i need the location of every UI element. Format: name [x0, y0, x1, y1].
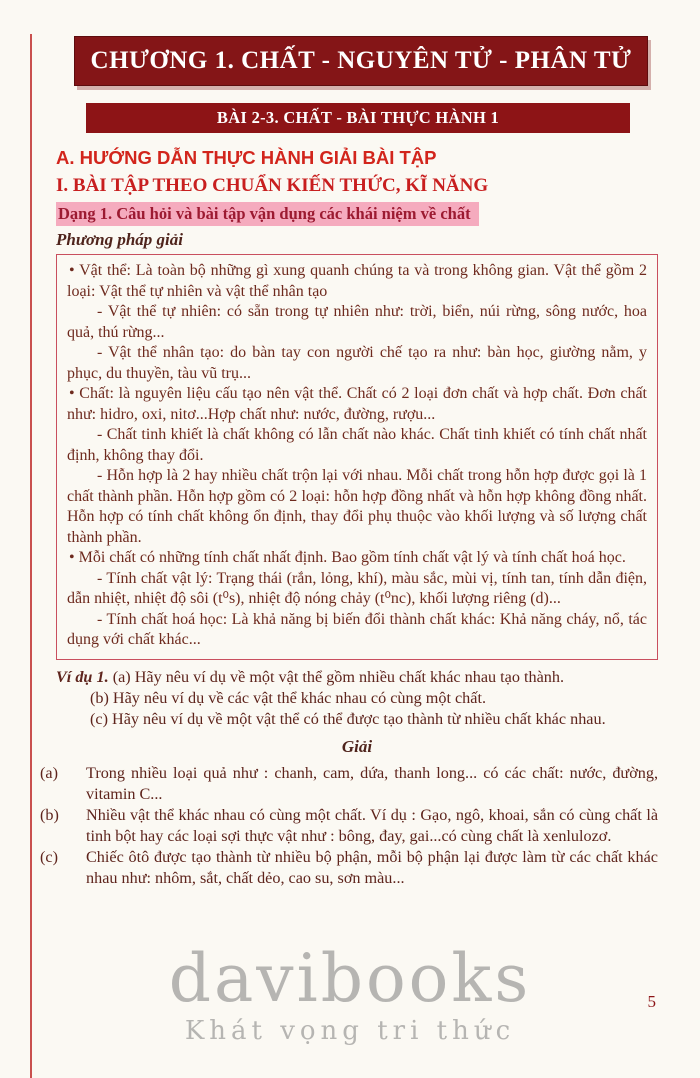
watermark-slogan: Khát vọng tri thức [184, 1016, 516, 1046]
answer-c-marker: (c) [40, 847, 58, 866]
solution-label: Giải [341, 736, 373, 756]
answer-c-text: Chiếc ôtô được tạo thành từ nhiều bộ phận, mỗi bộ phận lại được làm từ các chất khác nhau như: nhôm, sắt, chất dẻo, cao su, sơn màu... [86, 847, 658, 887]
page-number: 5 [647, 992, 656, 1011]
theory-box [56, 254, 658, 660]
left-margin-rule [30, 34, 32, 1078]
dang1-line [56, 202, 658, 226]
chapter-title: CHƯƠNG 1. CHẤT - NGUYÊN TỬ - PHÂN TỬ [90, 47, 632, 74]
method-label: Phương pháp giải [56, 230, 184, 249]
answer-b-marker: (b) [40, 805, 59, 824]
dang1-heading: Dạng 1. Câu hỏi và bài tập vận dụng các khái niệm về chất [56, 202, 479, 226]
answer-a [40, 763, 658, 805]
section-i-heading: I. BÀI TẬP THEO CHUẨN KIẾN THỨC, KĨ NĂNG [56, 175, 489, 196]
watermark-brand: davibooks [168, 940, 532, 1017]
lesson-banner [86, 103, 630, 133]
example-question-c: (c) Hãy nêu ví dụ về một vật thể có thể được tạo thành từ nhiều chất khác nhau. [90, 709, 606, 728]
theory-paragraph-tinh-chat: • Mỗi chất có những tính chất nhất định. Bao gồm tính chất vật lý và tính chất hoá học. [69, 549, 626, 566]
example-question-a-line [56, 667, 658, 688]
example-question-b: (b) Hãy nêu ví dụ về các vật thể khác nhau có cùng một chất. [90, 688, 486, 707]
theory-paragraph-vat-the: • Vật thể: Là toàn bộ những gì xung quanh chúng ta và trong không gian. Vật thể gồm 2 loại: Vật thể tự nhiên và vật thể nhân tạo [67, 262, 647, 300]
example-1 [56, 667, 658, 730]
answer-a-marker: (a) [40, 763, 58, 782]
theory-paragraph-hon-hop: - Hỗn hợp là 2 hay nhiều chất trộn lại với nhau. Mỗi chất trong hỗn hợp được gọi là 1 chất thành phần. Hỗn hợp gồm có 2 loại: hỗn hợp đồng nhất và hỗn hợp không đồng nhất. Hỗn hợp có tính chất không ổn định, thay đổi phụ thuộc vào khối lượng và số lượng chất thành phần. [67, 467, 647, 546]
example-question-a: (a) Hãy nêu ví dụ về một vật thể gồm nhiều chất khác nhau tạo thành. [112, 667, 565, 686]
theory-paragraph-tinh-chat-vat-ly: - Tính chất vật lý: Trạng thái (rắn, lỏng, khí), màu sắc, mùi vị, tính tan, tính dẫn điện, dẫn nhiệt, nhiệt độ sôi (t⁰s), nhiệt độ nóng chảy (t⁰nc), khối lượng riêng (d)... [67, 569, 647, 607]
theory-paragraph-vat-the-nhan-tao: - Vật thể nhân tạo: do bàn tay con người chế tạo ra như: bàn học, giường nằm, y phục, du thuyền, tàu vũ trụ... [67, 344, 647, 382]
example-label: Ví dụ 1. [56, 667, 109, 686]
answer-b [40, 805, 658, 847]
page-content [40, 36, 658, 889]
theory-paragraph-chat: • Chất: là nguyên liệu cấu tạo nên vật thể. Chất có 2 loại đơn chất và hợp chất. Đơn chất như: hidro, oxi, nitơ...Hợp chất như: nước, đường, rượu... [67, 385, 647, 423]
section-a-heading: A. HƯỚNG DẪN THỰC HÀNH GIẢI BÀI TẬP [56, 147, 437, 168]
theory-paragraph-tinh-chat-hoa-hoc: - Tính chất hoá học: Là khả năng bị biến đổi thành chất khác: Khả năng cháy, nổ, tác dụng với chất khác... [67, 610, 647, 648]
watermark [0, 940, 700, 1046]
answer-c [40, 847, 658, 889]
theory-paragraph-vat-the-tu-nhien: - Vật thể tự nhiên: có sẵn trong tự nhiên như: trời, biển, núi rừng, sông nước, hoa quả, thú rừng... [67, 303, 647, 341]
lesson-title: BÀI 2-3. CHẤT - BÀI THỰC HÀNH 1 [216, 108, 500, 127]
solution-answers [40, 763, 658, 889]
chapter-banner [74, 36, 648, 86]
answer-a-text: Trong nhiều loại quả như : chanh, cam, dứa, thanh long... có các chất: nước, đường, vitamin C... [86, 763, 658, 803]
theory-paragraph-chat-tinh-khiet: - Chất tinh khiết là chất không có lẫn chất nào khác. Chất tinh khiết có tính chất nhất định, không thay đổi. [67, 426, 647, 464]
answer-b-text: Nhiều vật thể khác nhau có cùng một chất. Ví dụ : Gạo, ngô, khoai, sắn có cùng chất là tinh bột hay các loại sợi thực vật như : bông, đay, gai...có cùng chất là xenlulozơ. [86, 805, 658, 845]
